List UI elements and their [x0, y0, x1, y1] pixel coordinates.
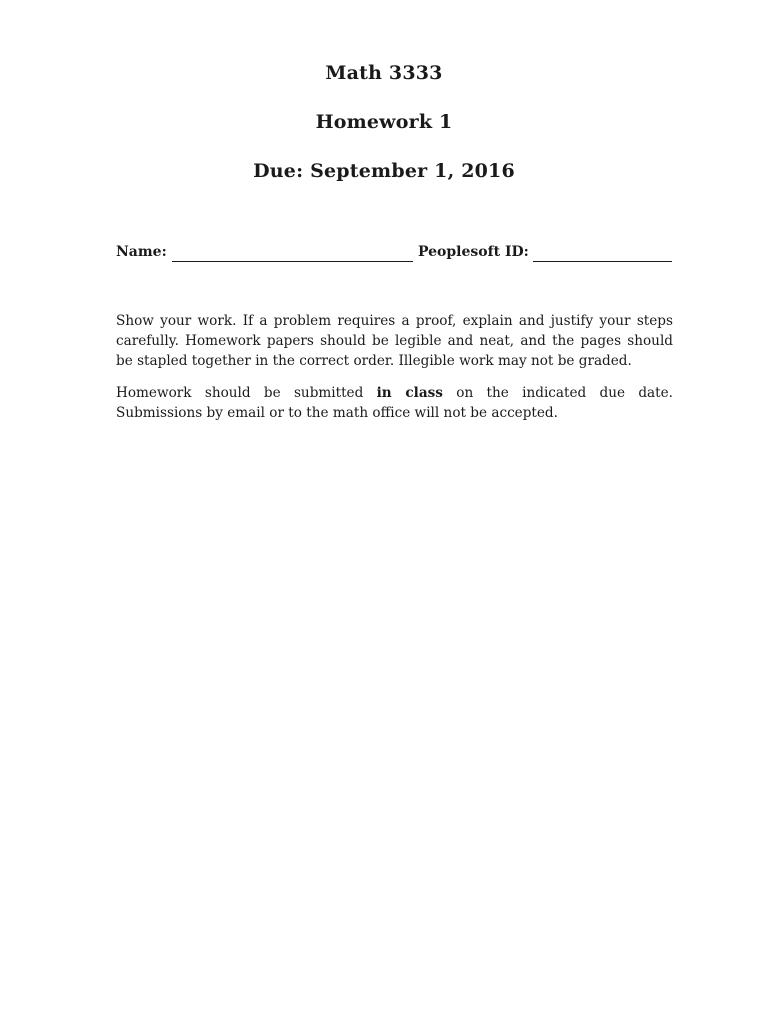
in-class-emphasis: in class [376, 385, 443, 401]
submission-text-start: Homework should be submitted [116, 385, 377, 401]
student-info-line [116, 244, 672, 266]
instructions-paragraph-2 [116, 383, 673, 423]
instructions-paragraph-1: Show your work. If a problem requires a proof, explain and justify your steps carefully. Homework papers should be legible and neat, and the pages should be stapled together in the correct order. Illegible work may not be graded. [116, 313, 673, 370]
peoplesoft-id-label: Peoplesoft ID: [418, 244, 529, 260]
name-blank [172, 261, 413, 262]
assignment-title: Homework 1 [315, 111, 453, 133]
submission-text-end: on the indicated due date. Submissions by email or to the math office will not be accepted. [116, 385, 673, 422]
course-title: Math 3333 [325, 62, 443, 84]
due-date: Due: September 1, 2016 [253, 160, 515, 182]
peoplesoft-id-blank [533, 261, 672, 262]
name-label: Name: [116, 244, 167, 260]
